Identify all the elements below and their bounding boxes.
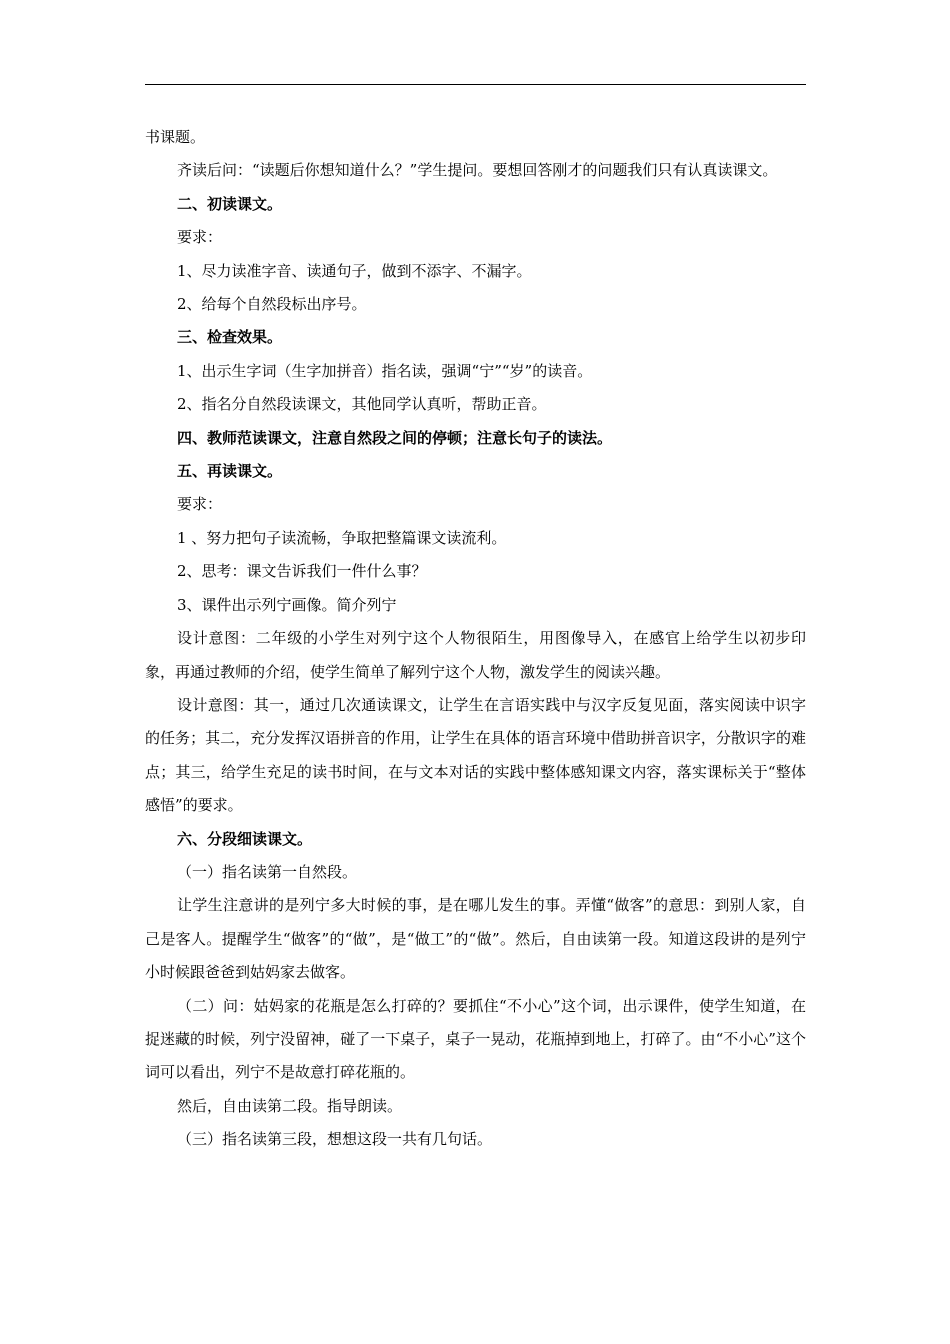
paragraph-19: 让学生注意讲的是列宁多大时候的事，是在哪儿发生的事。弄懂“做客”的意思：到别人家，自己是客人。提醒学生“做客”的“做”，是“做工”的“做”。然后，自由读第一段。知道这段讲的是列宁小时候跟爸爸到姑妈家去做客。 (145, 896, 806, 982)
paragraph-7: 1、出示生字词（生字加拼音）指名读，强调“宁”“岁”的读音。 (177, 361, 593, 380)
paragraph-3: 要求： (177, 228, 223, 247)
paragraph-0: 书课题。 (145, 128, 206, 146)
header-rule (145, 84, 806, 85)
paragraph-21: 然后，自由读第二段。指导朗读。 (177, 1096, 403, 1115)
paragraph-18: （一）指名读第一自然段。 (177, 862, 358, 881)
paragraph-8: 2、指名分自然段读课文，其他同学认真听，帮助正音。 (177, 395, 547, 414)
section-heading-2: 二、初读课文。 (177, 194, 283, 213)
paragraph-14: 3、课件出示列宁画像。简介列宁 (177, 595, 397, 614)
section-heading-4: 四、教师范读课文，注意自然段之间的停顿；注意长句子的读法。 (177, 428, 613, 447)
paragraph-1: 齐读后问：“读题后你想知道什么？”学生提问。要想回答刚才的问题我们只有认真读课文。 (177, 161, 778, 180)
section-heading-5: 五、再读课文。 (177, 462, 283, 481)
section-heading-6: 六、分段细读课文。 (177, 829, 313, 848)
document-body (145, 121, 806, 1157)
design-intent-1: 设计意图：二年级的小学生对列宁这个人物很陌生，用图像导入，在感官上给学生以初步印象，再通过教师的介绍，使学生简单了解列宁这个人物，激发学生的阅读兴趣。 (145, 629, 806, 681)
paragraph-20: （二）问：姑妈家的花瓶是怎么打碎的？要抓住“不小心”这个词，出示课件，使学生知道，在捉迷藏的时候，列宁没留神，碰了一下桌子，桌子一晃动，花瓶掉到地上，打碎了。由“不小心”这个词可以看出，列宁不是故意打碎花瓶的。 (145, 996, 806, 1082)
paragraph-11: 要求： (177, 495, 223, 514)
paragraph-13: 2、思考：课文告诉我们一件什么事？ (177, 562, 427, 581)
paragraph-22: （三）指名读第三段，想想这段一共有几句话。 (177, 1130, 493, 1149)
paragraph-5: 2、给每个自然段标出序号。 (177, 295, 367, 314)
paragraph-4: 1、尽力读准字音、读通句子，做到不添字、不漏字。 (177, 261, 532, 280)
design-intent-2: 设计意图：其一，通过几次通读课文，让学生在言语实践中与汉字反复见面，落实阅读中识字的任务；其二，充分发挥汉语拼音的作用，让学生在具体的语言环境中借助拼音识字，分散识字的难点；其三，给学生充足的读书时间，在与文本对话的实践中整体感知课文内容，落实课标关于“整体感悟”的要求。 (145, 695, 806, 815)
paragraph-12: 1 、努力把句子读流畅，争取把整篇课文读流利。 (177, 528, 507, 547)
section-heading-3: 三、检查效果。 (177, 328, 283, 347)
